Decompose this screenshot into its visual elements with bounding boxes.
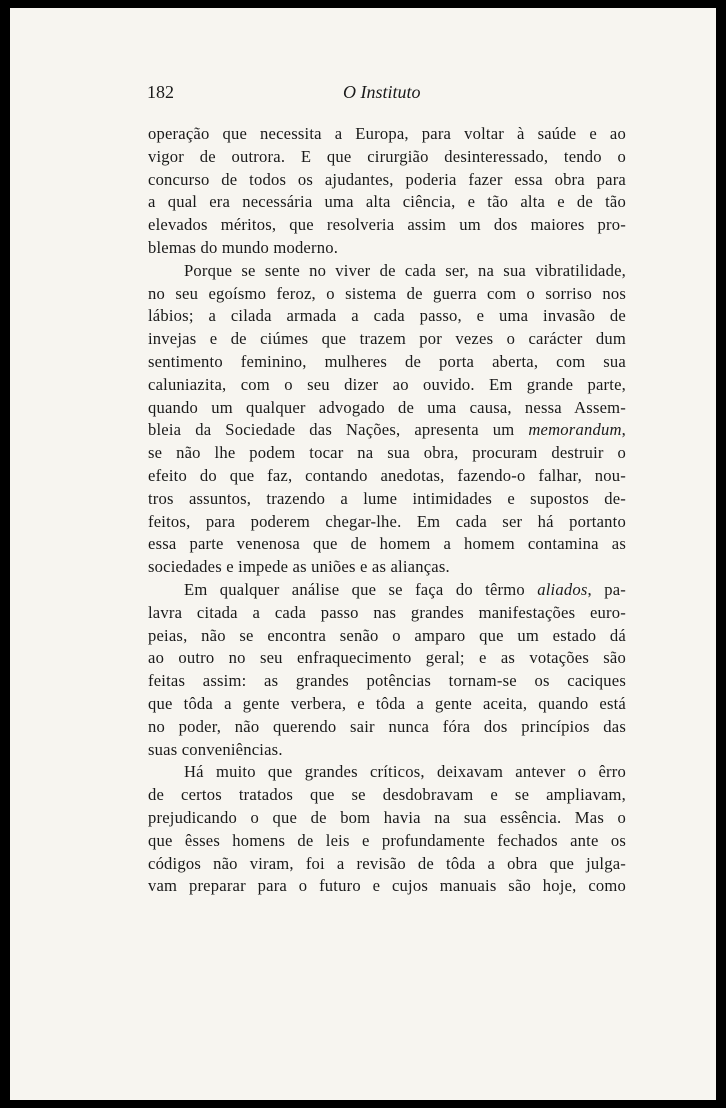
text-line: Há muito que grandes críticos, deixavam antever o êrro	[184, 762, 626, 782]
text-line: vam preparar para o futuro e cujos manuais são hoje, como	[148, 876, 626, 896]
text-line: blemas do mundo moderno.	[148, 237, 339, 257]
text-line: elevados méritos, que resolveria assim um dos maiores pro-	[148, 215, 626, 235]
running-title: O Instituto	[343, 82, 421, 102]
paragraph-2	[148, 260, 626, 579]
text-line: ao outro no seu enfraquecimento geral; e as votações são	[148, 648, 626, 668]
paragraph-1	[148, 123, 626, 260]
text-line: prejudicando o que de bom havia na sua essência. Mas o	[148, 807, 626, 827]
text-line: sociedades e impede as uniões e as alianças.	[148, 557, 450, 577]
text-line: que êsses homens de leis e profundamente fechados ante os	[148, 830, 626, 850]
text-line: no seu egoísmo feroz, o sistema de guerra com o sorriso nos	[148, 283, 626, 303]
paragraph-4	[148, 761, 626, 898]
book-page	[10, 8, 716, 1100]
page-number: 182	[147, 82, 174, 102]
text-line: lavra citada a cada passo nas grandes manifestações euro-	[148, 602, 626, 622]
text-line: efeito do que faz, contando anedotas, fazendo-o falhar, nou-	[148, 465, 626, 485]
text-line: invejas e de ciúmes que trazem por vezes o carácter dum	[148, 329, 626, 349]
text-line: que tôda a gente verbera, e tôda a gente aceita, quando está	[148, 693, 626, 713]
text-line: se não lhe podem tocar na sua obra, procuram destruir o	[148, 443, 626, 463]
text-line: bleia da Sociedade das Nações, apresenta um memorandum,	[148, 420, 626, 440]
text-line: suas conveniências.	[148, 739, 283, 759]
text-line: Porque se sente no viver de cada ser, na sua vibratilidade,	[184, 260, 626, 280]
text-line: a qual era necessária uma alta ciência, e tão alta e de tão	[148, 192, 626, 212]
text-line: operação que necessita a Europa, para voltar à saúde e ao	[148, 124, 626, 143]
paragraph-3	[148, 579, 626, 761]
text-line: vigor de outrora. E que cirurgião desinteressado, tendo o	[148, 146, 626, 166]
text-line: essa parte venenosa que de homem a homem contamina as	[148, 534, 626, 554]
page-header	[147, 82, 627, 106]
text-line: no poder, não querendo sair nunca fóra dos princípios das	[148, 716, 626, 736]
text-line: feitos, para poderem chegar-lhe. Em cada ser há portanto	[148, 511, 626, 531]
text-line: lábios; a cilada armada a cada passo, e uma invasão de	[148, 306, 626, 326]
text-line: quando um qualquer advogado de uma causa, nessa Assem-	[148, 397, 626, 417]
text-line: concurso de todos os ajudantes, poderia fazer essa obra para	[148, 169, 626, 189]
text-line: códigos não viram, foi a revisão de tôda a obra que julga-	[148, 853, 626, 873]
text-line: feitas assim: as grandes potências tornam-se os caciques	[148, 671, 626, 691]
text-line: tros assuntos, trazendo a lume intimidades e supostos de-	[148, 488, 626, 508]
italic-term: aliados	[537, 579, 588, 599]
text-line: caluniazita, com o seu dizer ao ouvido. Em grande parte,	[148, 374, 626, 394]
text-line: de certos tratados que se desdobravam e se ampliavam,	[148, 785, 626, 805]
text-line: peias, não se encontra senão o amparo que um estado dá	[148, 625, 626, 645]
text-line: sentimento feminino, mulheres de porta aberta, com sua	[148, 351, 626, 371]
italic-term: memorandum	[528, 420, 622, 440]
text-line: Em qualquer análise que se faça do têrmo aliados, pa-	[184, 579, 626, 599]
body-text	[148, 123, 626, 898]
